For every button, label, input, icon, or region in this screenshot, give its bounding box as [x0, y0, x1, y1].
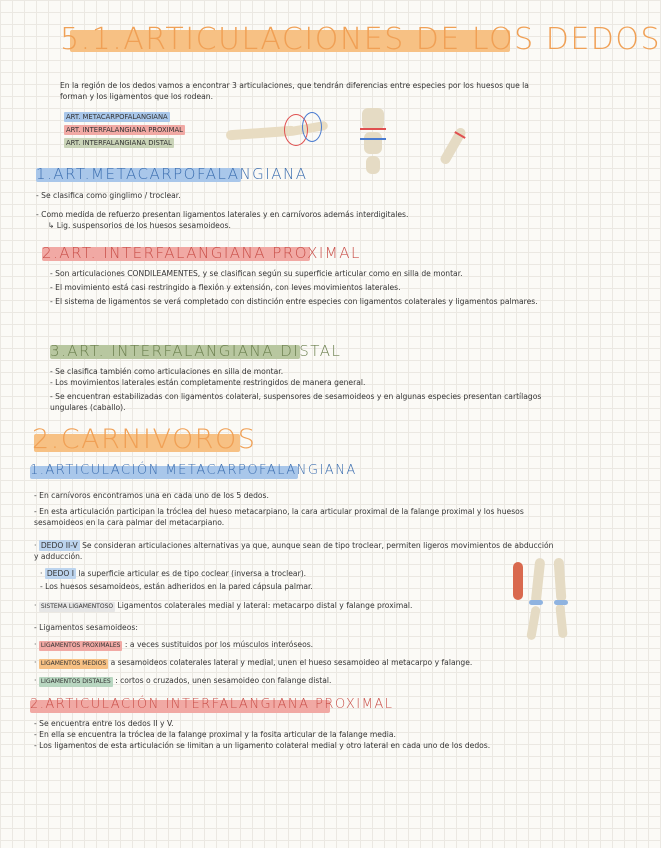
intro-item: ART. METACARPOFALANGIANA — [66, 113, 168, 121]
sesamoid-ligaments-title: - Ligamentos sesamoideos: — [34, 623, 138, 632]
bullet: - Los ligamentos de esta articulación se limitan a un ligamento colateral medial y otro lateral en cada uno de los dedos. — [34, 741, 491, 750]
finger-bones-frontal-illustration — [356, 108, 396, 174]
dedo-II-V-note: · DEDO II-V Se consideran articulaciones alternativas ya que, aunque sean de tipo troclear, permiten ligeros movimientos de abducción y adducción. — [34, 541, 554, 561]
sesamoid-note: - Los huesos sesamoideos, están adheridos en la pared cápsula palmar. — [40, 582, 313, 591]
bullet: - En ella se encuentra la tróclea de la falange proximal y la fosita articular de la falange media. — [34, 730, 396, 739]
s2-bullets — [50, 268, 550, 307]
intro-list — [64, 112, 224, 148]
bullet: - Los movimientos laterales están completamente restringidos de manera general. — [50, 378, 366, 387]
c2-bullets — [34, 718, 554, 751]
page-title: 5.1.ARTICULACIONES DE LOS DEDOS — [60, 22, 661, 57]
bullet: - Se clasifica como ginglimo / troclear. — [36, 191, 181, 200]
section-title: 2.ART. INTERFALANGIANA PROXIMAL — [42, 244, 361, 262]
bullet: - Se encuentran estabilizadas con ligamentos colateral, suspensores de sesamoideos y en algunas especies presentan cartílagos ungulares (caballo). — [50, 392, 542, 412]
ligament-item: · LIGAMENTOS MEDIOS a sesamoideos colaterales lateral y medial, unen el hueso sesamoideo al metacarpo y falange. — [34, 658, 473, 667]
bullet: - Son articulaciones CONDILEAMENTES, y se clasifican según su superficie articular como en silla de montar. — [50, 269, 463, 278]
s1-bullets — [36, 190, 556, 231]
section-title: 1.ARTICULACIÓN METACARPOFALANGIANA — [30, 463, 357, 478]
bullet: - Se clasifica también como articulaciones en silla de montar. — [50, 367, 284, 376]
section-title: 2.ARTICULACIÓN INTERFALANGIANA PROXIMAL — [30, 697, 394, 712]
bullet: - El movimiento está casi restringido a flexión y extensión, con leves movimientos laterales. — [50, 283, 401, 292]
dedo-I-note: · DEDO I la superficie articular es de tipo coclear (inversa a troclear). — [40, 569, 307, 578]
intro-item: ART. INTERFALANGIANA PROXIMAL — [66, 126, 183, 134]
carnivore-finger-bones-illustration — [505, 556, 585, 642]
s3-bullets — [50, 366, 550, 413]
ligament-item: · LIGAMENTOS DISTALES : cortos o cruzados, unen sesamoideo con falange distal. — [34, 676, 332, 685]
c1-content — [34, 490, 554, 687]
ligament-item: · LIGAMENTOS PROXIMALES : a veces sustituidos por los músculos interóseos. — [34, 640, 314, 649]
ligament-system-note: · SISTEMA LIGAMENTOSO Ligamentos colaterales medial y lateral: metacarpo distal y falange proximal. — [34, 601, 413, 610]
sub-bullet: ↳ Lig. suspensorios de los huesos sesamoideos. — [48, 221, 231, 230]
bullet: - En esta articulación participan la tróclea del hueso metacarpiano, la cara articular proximal de la falange proximal y los huesos sesamoideos en la cara palmar del metacarpiano. — [34, 507, 524, 527]
bullet: - En carnívoros encontramos una en cada uno de los 5 dedos. — [34, 491, 269, 500]
intro-item: ART. INTERFALANGIANA DISTAL — [66, 139, 172, 147]
section-title: 3.ART. INTERFALANGIANA DISTAL — [50, 342, 342, 360]
finger-bones-oblique-illustration — [440, 120, 480, 170]
bullet: - Como medida de refuerzo presentan ligamentos laterales y en carnívoros además interdigitales. — [36, 210, 409, 219]
intro-paragraph: En la región de los dedos vamos a encontrar 3 articulaciones, que tendrán diferencias entre especies por los huesos que la forman y los ligamentos que los rodean. — [60, 81, 529, 101]
bullet: - El sistema de ligamentos se verá completado con distinción entre especies con ligamentos colaterales y ligamentos palmares. — [50, 297, 538, 306]
finger-bones-lateral-illustration — [226, 110, 336, 160]
main-section-title: 2.CARNIVOROS — [32, 424, 257, 455]
section-title: 1.ART.METACARPOFALANGIANA — [36, 165, 308, 183]
bullet: - Se encuentra entre los dedos II y V. — [34, 719, 174, 728]
